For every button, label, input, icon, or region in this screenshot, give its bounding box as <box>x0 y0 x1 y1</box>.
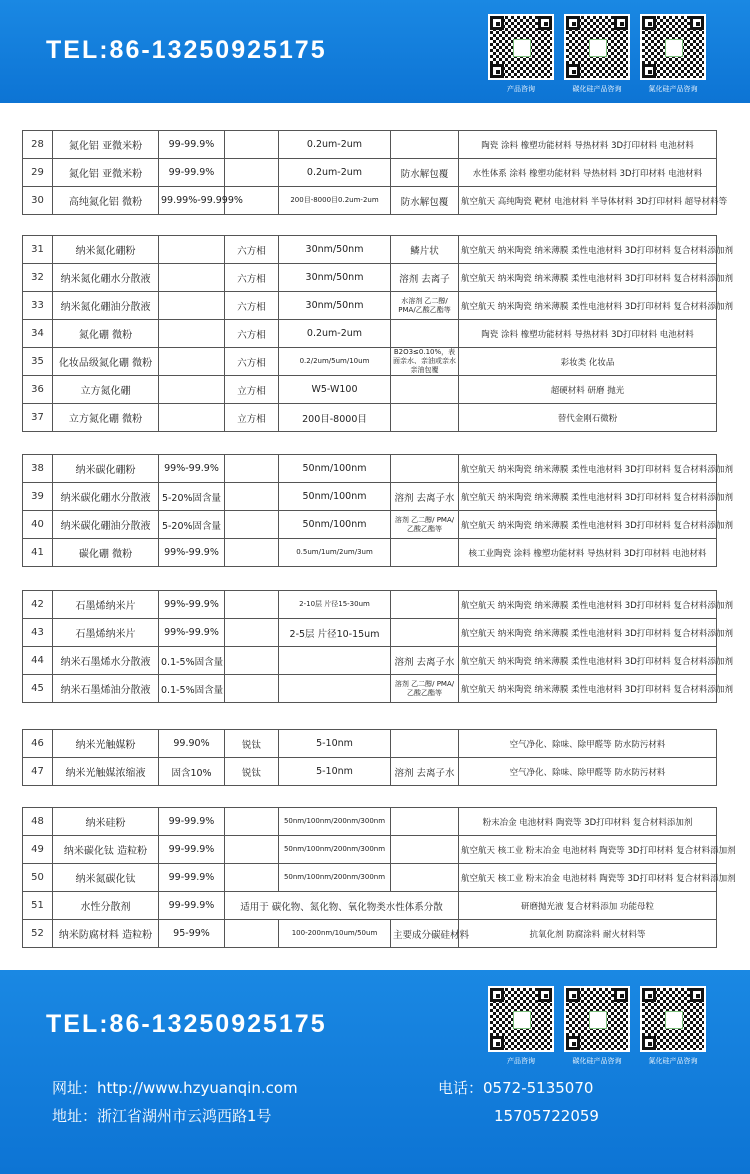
product-table <box>22 454 733 567</box>
row-number-cell: 50 <box>23 864 53 892</box>
header-qr-group <box>488 14 716 94</box>
table-row <box>23 483 717 511</box>
purity-cell: 99-99.9% <box>159 892 225 920</box>
qr-code-icon <box>488 986 554 1052</box>
row-number-cell: 42 <box>23 591 53 619</box>
row-number-cell: 39 <box>23 483 53 511</box>
treatment-cell: B2O3≤0.10%，表面亲水、亲油或亲水亲油包覆 <box>391 348 459 376</box>
qr-code-icon <box>564 14 630 80</box>
website-link[interactable]: http://www.hzyuanqin.com <box>97 1079 298 1097</box>
treatment-cell <box>391 539 459 567</box>
qr-code <box>640 986 706 1066</box>
address-text: 浙江省湖州市云鸿西路1号 <box>97 1107 272 1125</box>
product-name-cell: 碳化硼 微粉 <box>53 539 159 567</box>
particle-size-cell: 0.2um-2um <box>279 320 391 348</box>
application-cell: 航空航天 纳米陶瓷 纳米薄膜 柔性电池材料 3D打印材料 复合材料添加剂 <box>459 292 717 320</box>
footer-tel: TEL:86-13250925175 <box>46 1010 327 1038</box>
qr-code-icon <box>564 986 630 1052</box>
purity-cell: 99.90% <box>159 730 225 758</box>
purity-cell: 5-20%固含量 <box>159 483 225 511</box>
treatment-cell <box>391 455 459 483</box>
particle-size-cell: 0.2/2um/5um/10um <box>279 348 391 376</box>
crystal-phase-cell: 六方相 <box>225 320 279 348</box>
particle-size-cell: 2-10层 片径15-30um <box>279 591 391 619</box>
particle-size-cell: 0.2um-2um <box>279 159 391 187</box>
qr-code-icon <box>640 14 706 80</box>
application-cell: 航空航天 高纯陶瓷 靶材 电池材料 半导体材料 3D打印材料 超导材料等 <box>459 187 717 215</box>
purity-cell: 99-99.9% <box>159 836 225 864</box>
application-cell: 空气净化、除味、除甲醛等 防水防污材料 <box>459 730 717 758</box>
crystal-phase-cell <box>225 455 279 483</box>
crystal-phase-cell: 六方相 <box>225 236 279 264</box>
qr-caption: 产品咨询 <box>507 85 535 93</box>
application-cell: 航空航天 纳米陶瓷 纳米薄膜 柔性电池材料 3D打印材料 复合材料添加剂 <box>459 619 717 647</box>
product-name-cell: 纳米碳化硼水分散液 <box>53 483 159 511</box>
application-cell: 航空航天 纳米陶瓷 纳米薄膜 柔性电池材料 3D打印材料 复合材料添加剂 <box>459 455 717 483</box>
treatment-cell <box>391 320 459 348</box>
header-tel: TEL:86-13250925175 <box>46 36 327 64</box>
qr-code <box>564 986 630 1066</box>
purity-cell: 99.99%-99.999% <box>159 187 225 215</box>
application-cell: 陶瓷 涂料 橡塑功能材料 导热材料 3D打印材料 电池材料 <box>459 131 717 159</box>
product-name-cell: 纳米防腐材料 造粒粉 <box>53 920 159 948</box>
qr-code <box>488 14 554 94</box>
table-row <box>23 647 717 675</box>
treatment-cell <box>391 619 459 647</box>
table-row <box>23 376 717 404</box>
application-cell: 粉末冶金 电池材料 陶瓷等 3D打印材料 复合材料添加剂 <box>459 808 717 836</box>
qr-caption: 氮化硅产品咨询 <box>648 1057 698 1065</box>
address-label: 地址： <box>52 1107 98 1125</box>
application-cell: 水性体系 涂料 橡塑功能材料 导热材料 3D打印材料 电池材料 <box>459 159 717 187</box>
address-line <box>52 1102 272 1130</box>
application-cell: 航空航天 纳米陶瓷 纳米薄膜 柔性电池材料 3D打印材料 复合材料添加剂 <box>459 591 717 619</box>
purity-cell: 0.1-5%固含量 <box>159 647 225 675</box>
row-number-cell: 41 <box>23 539 53 567</box>
row-number-cell: 40 <box>23 511 53 539</box>
table-row <box>23 292 717 320</box>
crystal-phase-cell: 六方相 <box>225 348 279 376</box>
product-table <box>22 807 736 948</box>
treatment-cell <box>391 864 459 892</box>
purity-cell: 0.1-5%固含量 <box>159 675 225 703</box>
crystal-phase-cell <box>225 539 279 567</box>
particle-size-cell: 50nm/100nm <box>279 511 391 539</box>
header-band <box>0 0 750 103</box>
application-cell: 抗氧化剂 防腐涂料 耐火材料等 <box>459 920 717 948</box>
purity-cell: 95-99% <box>159 920 225 948</box>
qr-caption: 碳化硅产品咨询 <box>572 85 622 93</box>
purity-cell: 99-99.9% <box>159 808 225 836</box>
table-row <box>23 511 717 539</box>
row-number-cell: 37 <box>23 404 53 432</box>
product-name-cell: 石墨烯纳米片 <box>53 591 159 619</box>
crystal-phase-cell: 立方相 <box>225 376 279 404</box>
crystal-phase-cell <box>225 836 279 864</box>
crystal-phase-cell: 锐钛 <box>225 758 279 786</box>
purity-cell <box>159 264 225 292</box>
table-row <box>23 404 717 432</box>
crystal-phase-cell <box>225 591 279 619</box>
treatment-cell: 溶剂 去离子水 <box>391 483 459 511</box>
application-cell: 航空航天 核工业 粉末冶金 电池材料 陶瓷等 3D打印材料 复合材料添加剂 <box>459 864 717 892</box>
product-table <box>22 235 733 432</box>
particle-size-cell: 30nm/50nm <box>279 264 391 292</box>
phone-line <box>438 1074 593 1102</box>
treatment-cell <box>391 836 459 864</box>
crystal-phase-cell <box>225 808 279 836</box>
row-number-cell: 45 <box>23 675 53 703</box>
product-table <box>22 590 733 703</box>
application-cell: 研磨抛光液 复合材料添加 功能母粒 <box>459 892 717 920</box>
crystal-phase-cell <box>225 675 279 703</box>
product-name-cell: 纳米石墨烯水分散液 <box>53 647 159 675</box>
row-number-cell: 32 <box>23 264 53 292</box>
purity-cell: 5-20%固含量 <box>159 511 225 539</box>
purity-cell: 固含10% <box>159 758 225 786</box>
treatment-cell: 溶剂 乙二醇/ PMA/乙酸乙酯等 <box>391 675 459 703</box>
table-row <box>23 187 717 215</box>
crystal-phase-cell: 适用于 碳化物、氮化物、氧化物类水性体系分散 <box>225 892 459 920</box>
row-number-cell: 28 <box>23 131 53 159</box>
particle-size-cell: 50nm/100nm/200nm/300nm <box>279 808 391 836</box>
treatment-cell <box>391 808 459 836</box>
particle-size-cell: 5-10nm <box>279 730 391 758</box>
application-cell: 航空航天 纳米陶瓷 纳米薄膜 柔性电池材料 3D打印材料 复合材料添加剂 <box>459 675 717 703</box>
particle-size-cell: 200目-8000目0.2um-2um <box>279 187 391 215</box>
treatment-cell: 溶剂 去离子 <box>391 264 459 292</box>
row-number-cell: 47 <box>23 758 53 786</box>
row-number-cell: 48 <box>23 808 53 836</box>
purity-cell: 99-99.9% <box>159 159 225 187</box>
treatment-cell <box>391 730 459 758</box>
product-name-cell: 纳米氮化硼油分散液 <box>53 292 159 320</box>
particle-size-cell: 0.2um-2um <box>279 131 391 159</box>
particle-size-cell: 50nm/100nm <box>279 455 391 483</box>
row-number-cell: 36 <box>23 376 53 404</box>
application-cell: 核工业陶瓷 涂料 橡塑功能材料 导热材料 3D打印材料 电池材料 <box>459 539 717 567</box>
table-row <box>23 264 717 292</box>
product-name-cell: 氮化硼 微粉 <box>53 320 159 348</box>
qr-caption: 碳化硅产品咨询 <box>572 1057 622 1065</box>
product-name-cell: 石墨烯纳米片 <box>53 619 159 647</box>
purity-cell <box>159 348 225 376</box>
product-name-cell: 水性分散剂 <box>53 892 159 920</box>
product-name-cell: 纳米光触媒粉 <box>53 730 159 758</box>
crystal-phase-cell: 六方相 <box>225 264 279 292</box>
particle-size-cell <box>279 647 391 675</box>
purity-cell: 99%-99.9% <box>159 619 225 647</box>
footer-band <box>0 970 750 1174</box>
treatment-cell <box>391 131 459 159</box>
table-row <box>23 320 717 348</box>
treatment-cell: 溶剂 去离子水 <box>391 647 459 675</box>
row-number-cell: 33 <box>23 292 53 320</box>
table-row <box>23 920 717 948</box>
treatment-cell: 主要成分碳硅材料 <box>391 920 459 948</box>
purity-cell: 99-99.9% <box>159 131 225 159</box>
treatment-cell <box>391 591 459 619</box>
particle-size-cell: 50nm/100nm/200nm/300nm <box>279 864 391 892</box>
product-name-cell: 高纯氮化铝 微粉 <box>53 187 159 215</box>
table-row <box>23 348 717 376</box>
application-cell: 空气净化、除味、除甲醛等 防水防污材料 <box>459 758 717 786</box>
product-name-cell: 纳米石墨烯油分散液 <box>53 675 159 703</box>
purity-cell: 99-99.9% <box>159 864 225 892</box>
product-table <box>22 729 717 786</box>
table-row <box>23 808 717 836</box>
table-row <box>23 131 717 159</box>
table-row <box>23 236 717 264</box>
crystal-phase-cell <box>225 920 279 948</box>
product-name-cell: 氮化铝 亚微米粉 <box>53 131 159 159</box>
product-name-cell: 纳米硅粉 <box>53 808 159 836</box>
purity-cell: 99%-99.9% <box>159 591 225 619</box>
product-name-cell: 立方氮化硼 <box>53 376 159 404</box>
row-number-cell: 31 <box>23 236 53 264</box>
website-label: 网址： <box>52 1079 98 1097</box>
crystal-phase-cell <box>225 131 279 159</box>
table-row <box>23 591 717 619</box>
application-cell: 替代金刚石微粉 <box>459 404 717 432</box>
application-cell: 彩妆类 化妆品 <box>459 348 717 376</box>
crystal-phase-cell: 锐钛 <box>225 730 279 758</box>
row-number-cell: 38 <box>23 455 53 483</box>
application-cell: 陶瓷 涂料 橡塑功能材料 导热材料 3D打印材料 电池材料 <box>459 320 717 348</box>
application-cell: 超硬材料 研磨 抛光 <box>459 376 717 404</box>
application-cell: 航空航天 纳米陶瓷 纳米薄膜 柔性电池材料 3D打印材料 复合材料添加剂 <box>459 236 717 264</box>
crystal-phase-cell <box>225 864 279 892</box>
table-row <box>23 455 717 483</box>
purity-cell: 99%-99.9% <box>159 539 225 567</box>
treatment-cell: 防水解包覆 <box>391 187 459 215</box>
row-number-cell: 44 <box>23 647 53 675</box>
row-number-cell: 49 <box>23 836 53 864</box>
crystal-phase-cell: 立方相 <box>225 404 279 432</box>
table-row <box>23 836 717 864</box>
row-number-cell: 35 <box>23 348 53 376</box>
row-number-cell: 43 <box>23 619 53 647</box>
particle-size-cell: 200目-8000目 <box>279 404 391 432</box>
product-name-cell: 纳米碳化钛 造粒粉 <box>53 836 159 864</box>
table-row <box>23 539 717 567</box>
treatment-cell: 溶剂 乙二醇/ PMA/乙酸乙酯等 <box>391 511 459 539</box>
table-row <box>23 730 717 758</box>
purity-cell: 99%-99.9% <box>159 455 225 483</box>
crystal-phase-cell <box>225 619 279 647</box>
row-number-cell: 34 <box>23 320 53 348</box>
footer-qr-group <box>488 986 716 1066</box>
qr-caption: 氮化硅产品咨询 <box>648 85 698 93</box>
particle-size-cell: 50nm/100nm <box>279 483 391 511</box>
table-row <box>23 892 717 920</box>
purity-cell <box>159 376 225 404</box>
table-row <box>23 864 717 892</box>
application-cell: 航空航天 纳米陶瓷 纳米薄膜 柔性电池材料 3D打印材料 复合材料添加剂 <box>459 264 717 292</box>
application-cell: 航空航天 纳米陶瓷 纳米薄膜 柔性电池材料 3D打印材料 复合材料添加剂 <box>459 647 717 675</box>
product-name-cell: 纳米碳化硼粉 <box>53 455 159 483</box>
qr-code <box>640 14 706 94</box>
treatment-cell: 溶剂 去离子水 <box>391 758 459 786</box>
product-name-cell: 化妆品级氮化硼 微粉 <box>53 348 159 376</box>
table-row <box>23 159 717 187</box>
treatment-cell <box>391 404 459 432</box>
product-name-cell: 纳米碳化硼油分散液 <box>53 511 159 539</box>
table-row <box>23 675 717 703</box>
crystal-phase-cell <box>225 511 279 539</box>
purity-cell <box>159 292 225 320</box>
particle-size-cell: 0.5um/1um/2um/3um <box>279 539 391 567</box>
row-number-cell: 52 <box>23 920 53 948</box>
qr-code-icon <box>488 14 554 80</box>
crystal-phase-cell <box>225 647 279 675</box>
row-number-cell: 30 <box>23 187 53 215</box>
treatment-cell: 鳞片状 <box>391 236 459 264</box>
particle-size-cell: 2-5层 片径10-15um <box>279 619 391 647</box>
phone-number: 0572-5135070 <box>483 1079 594 1097</box>
particle-size-cell: 30nm/50nm <box>279 236 391 264</box>
purity-cell <box>159 320 225 348</box>
treatment-cell: 防水解包覆 <box>391 159 459 187</box>
mobile-number: 15705722059 <box>494 1107 599 1125</box>
particle-size-cell: W5-W100 <box>279 376 391 404</box>
product-table <box>22 130 728 215</box>
crystal-phase-cell <box>225 159 279 187</box>
purity-cell <box>159 236 225 264</box>
treatment-cell: 水溶剂 乙二醇/ PMA/乙酸乙酯等 <box>391 292 459 320</box>
product-name-cell: 纳米氮化硼粉 <box>53 236 159 264</box>
particle-size-cell <box>279 675 391 703</box>
application-cell: 航空航天 纳米陶瓷 纳米薄膜 柔性电池材料 3D打印材料 复合材料添加剂 <box>459 483 717 511</box>
table-row <box>23 619 717 647</box>
qr-code <box>488 986 554 1066</box>
row-number-cell: 29 <box>23 159 53 187</box>
treatment-cell <box>391 376 459 404</box>
qr-code-icon <box>640 986 706 1052</box>
crystal-phase-cell <box>225 483 279 511</box>
table-row <box>23 758 717 786</box>
product-name-cell: 纳米氮碳化钛 <box>53 864 159 892</box>
application-cell: 航空航天 核工业 粉末冶金 电池材料 陶瓷等 3D打印材料 复合材料添加剂 <box>459 836 717 864</box>
crystal-phase-cell: 六方相 <box>225 292 279 320</box>
product-name-cell: 纳米氮化硼水分散液 <box>53 264 159 292</box>
product-name-cell: 氮化铝 亚微米粉 <box>53 159 159 187</box>
qr-code <box>564 14 630 94</box>
application-cell: 航空航天 纳米陶瓷 纳米薄膜 柔性电池材料 3D打印材料 复合材料添加剂 <box>459 511 717 539</box>
particle-size-cell: 5-10nm <box>279 758 391 786</box>
particle-size-cell: 50nm/100nm/200nm/300nm <box>279 836 391 864</box>
qr-caption: 产品咨询 <box>507 1057 535 1065</box>
particle-size-cell: 100-200nm/10um/50um <box>279 920 391 948</box>
row-number-cell: 46 <box>23 730 53 758</box>
website-line <box>52 1074 298 1102</box>
particle-size-cell: 30nm/50nm <box>279 292 391 320</box>
purity-cell <box>159 404 225 432</box>
product-name-cell: 纳米光触媒浓缩液 <box>53 758 159 786</box>
row-number-cell: 51 <box>23 892 53 920</box>
phone-label: 电话： <box>438 1079 484 1097</box>
product-name-cell: 立方氮化硼 微粉 <box>53 404 159 432</box>
